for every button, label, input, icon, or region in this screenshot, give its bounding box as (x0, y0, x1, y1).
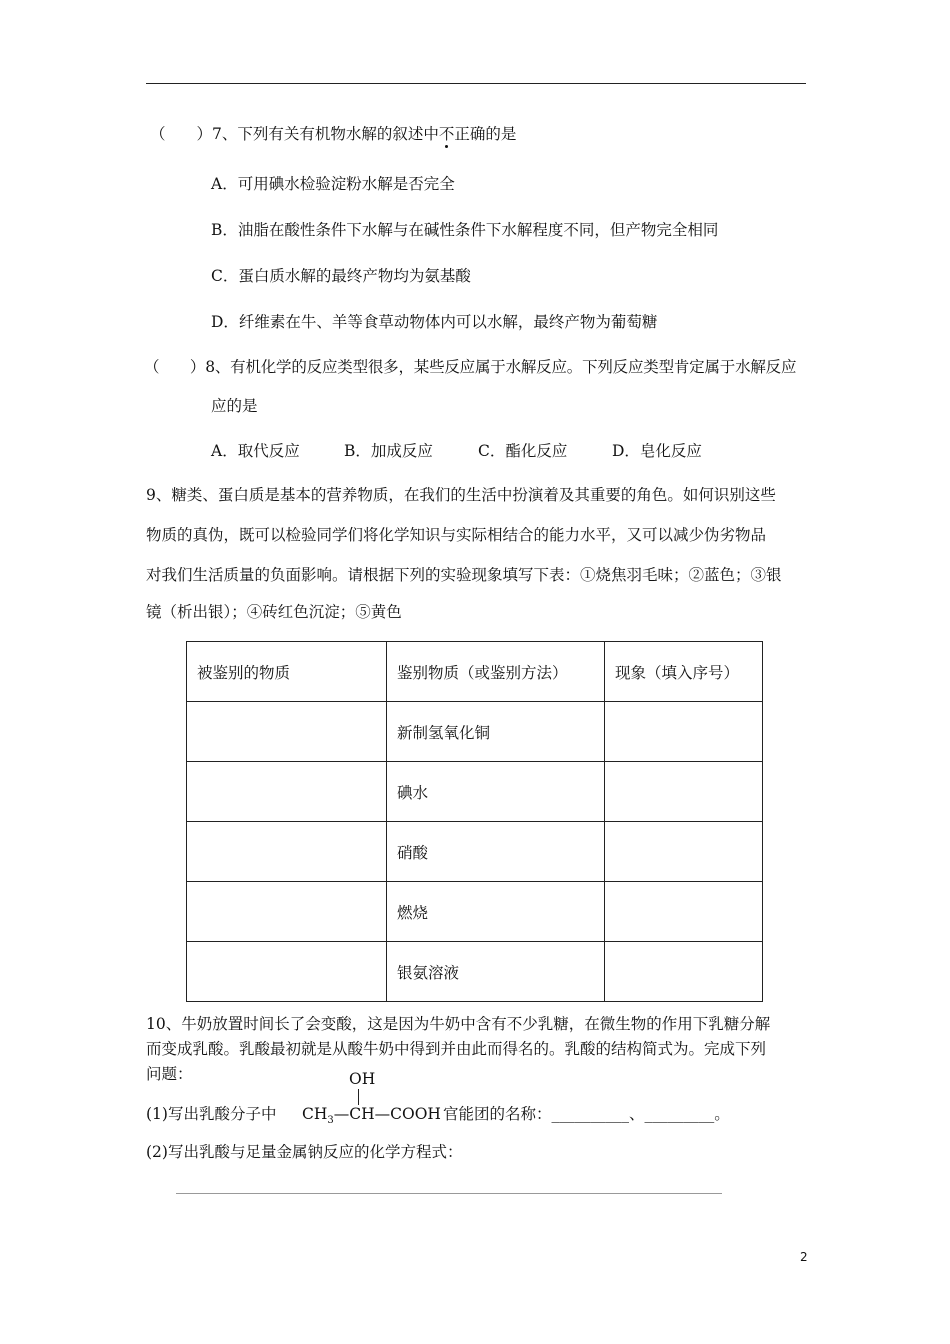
table-row (187, 762, 763, 822)
substance-cell[interactable] (187, 882, 387, 942)
q7-option-b: B．油脂在酸性条件下水解与在碱性条件下水解程度不同，但产物完全相同 (211, 221, 719, 239)
identification-table (186, 641, 763, 1002)
substance-cell[interactable] (187, 702, 387, 762)
q10-sub1: (1)写出乳酸分子中 (146, 1105, 277, 1123)
q8-stem-line1: （ ）8、有机化学的反应类型很多，某些反应属于水解反应。下列反应类型肯定属于水解反应 (144, 358, 797, 376)
substance-cell[interactable] (187, 822, 387, 882)
table-row (187, 882, 763, 942)
table-row (187, 942, 763, 1002)
emphasis-dot-char: 不 (438, 125, 455, 143)
method-cell: 碘水 (387, 762, 605, 822)
q10-sub2: (2)写出乳酸与足量金属钠反应的化学方程式： (146, 1143, 463, 1161)
phenomenon-cell[interactable] (605, 942, 763, 1002)
q10-line1: 10、牛奶放置时间长了会变酸，这是因为牛奶中含有不少乳糖，在微生物的作用下乳糖分解 (146, 1015, 771, 1033)
q10-line3: 问题： (146, 1065, 193, 1083)
q7-option-c: C．蛋白质水解的最终产物均为氨基酸 (211, 267, 471, 285)
phenomenon-cell[interactable] (605, 762, 763, 822)
q7-stem: （ ）7、下列有关有机物水解的叙述中不正确的是 (150, 125, 517, 143)
q8-option-c: C．酯化反应 (478, 442, 568, 460)
q9-line4: 镜（析出银）；④砖红色沉淀；⑤黄色 (146, 603, 402, 621)
q8-stem-line2: 应的是 (211, 397, 258, 415)
q10-line2: 而变成乳酸。乳酸最初就是从酸牛奶中得到并由此而得名的。乳酸的结构简式为。完成下列 (146, 1040, 767, 1058)
q9-line1: 9、糖类、蛋白质是基本的营养物质，在我们的生活中扮演着及其重要的角色。如何识别这些 (146, 486, 776, 504)
q8-option-a: A．取代反应 (211, 442, 300, 460)
formula-oh: OH (349, 1070, 376, 1088)
header-rule (146, 83, 806, 84)
lactic-acid-formula: $CH_3—CH—COOH$ (302, 1105, 441, 1127)
q8-option-d: D．皂化反应 (612, 442, 702, 460)
table-header-cell: 现象（填入序号） (605, 642, 763, 702)
substance-cell[interactable] (187, 942, 387, 1002)
table-header-cell: 被鉴别的物质 (187, 642, 387, 702)
method-cell: 银氨溶液 (387, 942, 605, 1002)
answer-line[interactable] (176, 1193, 722, 1194)
q9-line3: 对我们生活质量的负面影响。请根据下列的实验现象填写下表：①烧焦羽毛味；②蓝色；③银 (146, 566, 782, 584)
method-cell: 硝酸 (387, 822, 605, 882)
q7-option-a: A．可用碘水检验淀粉水解是否完全 (211, 175, 455, 193)
page-number: 2 (800, 1250, 808, 1264)
table-header-row (187, 642, 763, 702)
method-cell: 新制氢氧化铜 (387, 702, 605, 762)
phenomenon-cell[interactable] (605, 882, 763, 942)
table-row (187, 822, 763, 882)
method-cell: 燃烧 (387, 882, 605, 942)
substance-cell[interactable] (187, 762, 387, 822)
formula-bond (358, 1089, 359, 1105)
phenomenon-cell[interactable] (605, 822, 763, 882)
q9-line2: 物质的真伪，既可以检验同学们将化学知识与实际相结合的能力水平，又可以减少伪劣物品 (146, 526, 767, 544)
q8-option-b: B．加成反应 (344, 442, 433, 460)
table-header-cell: 鉴别物质（或鉴别方法） (387, 642, 605, 702)
phenomenon-cell[interactable] (605, 702, 763, 762)
q7-option-d: D．纤维素在牛、羊等食草动物体内可以水解，最终产物为葡萄糖 (211, 313, 658, 331)
q10-sub1-suffix: 官能团的名称：__________、_________。 (443, 1105, 730, 1123)
table-row (187, 702, 763, 762)
